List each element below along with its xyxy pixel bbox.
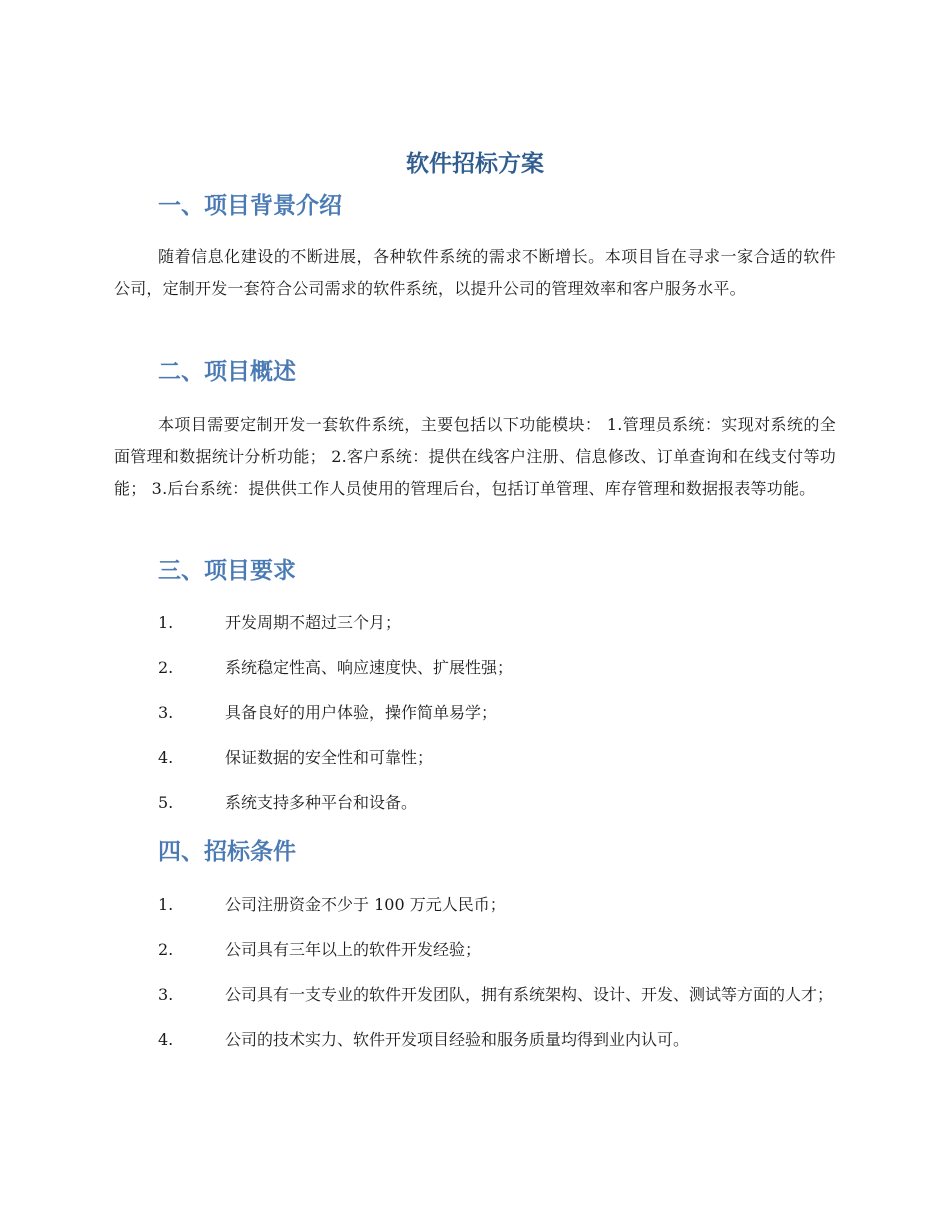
list-item-number: 5.: [158, 793, 174, 812]
list-item-text: 开发周期不超过三个月；: [225, 613, 402, 632]
list-item-text: 系统稳定性高、响应速度快、扩展性强；: [225, 658, 514, 677]
section-requirements: [114, 555, 836, 818]
document-title: 软件招标方案: [406, 151, 544, 177]
list-item-number: 4.: [158, 748, 174, 767]
list-item-number: 3.: [158, 985, 174, 1004]
list-item-number: 1.: [158, 895, 174, 914]
list-item-text: 公司的技术实力、软件开发项目经验和服务质量均得到业内认可。: [225, 1030, 690, 1049]
conditions-list: [114, 889, 836, 1055]
section-heading: 一、项目背景介绍: [158, 193, 342, 219]
list-item-text: 保证数据的安全性和可靠性；: [225, 748, 434, 767]
list-item-text: 公司具有一支专业的软件开发团队，拥有系统架构、设计、开发、测试等方面的人才；: [225, 985, 834, 1004]
list-item: [114, 934, 836, 965]
section-paragraph: 本项目需要定制开发一套软件系统，主要包括以下功能模块： 1.管理员系统：实现对系统的全面管理和数据统计分析功能； 2.客户系统：提供在线客户注册、信息修改、订单查询和在线支付等功能； 3.后台系统：提供供工作人员使用的管理后台，包括订单管理、库存管理和数据报表等功能。: [114, 415, 836, 498]
list-item-text: 公司具有三年以上的软件开发经验；: [225, 940, 482, 959]
list-item: [114, 1024, 836, 1055]
section-bid-conditions: [114, 836, 836, 1055]
section-heading: 四、招标条件: [158, 839, 296, 865]
list-item-number: 4.: [158, 1030, 174, 1049]
list-item: [114, 607, 836, 638]
list-item: [114, 652, 836, 683]
section-heading: 三、项目要求: [158, 558, 296, 584]
list-item-number: 2.: [158, 940, 174, 959]
list-item: [114, 889, 836, 920]
section-paragraph: 随着信息化建设的不断进展，各种软件系统的需求不断增长。本项目旨在寻求一家合适的软件公司，定制开发一套符合公司需求的软件系统，以提升公司的管理效率和客户服务水平。: [114, 247, 836, 298]
list-item-text: 系统支持多种平台和设备。: [225, 793, 418, 812]
section-overview: [114, 356, 836, 505]
list-item: [114, 787, 836, 818]
list-item-number: 2.: [158, 658, 174, 677]
list-item-text: 具备良好的用户体验，操作简单易学；: [225, 703, 498, 722]
requirements-list: [114, 607, 836, 818]
list-item: [114, 697, 836, 728]
list-item-text: 公司注册资金不少于 100 万元人民币；: [225, 895, 506, 914]
list-item: [114, 742, 836, 773]
section-heading: 二、项目概述: [158, 359, 296, 385]
section-background: [114, 190, 836, 305]
list-item-number: 3.: [158, 703, 174, 722]
list-item: [114, 979, 836, 1010]
list-item-number: 1.: [158, 613, 174, 632]
